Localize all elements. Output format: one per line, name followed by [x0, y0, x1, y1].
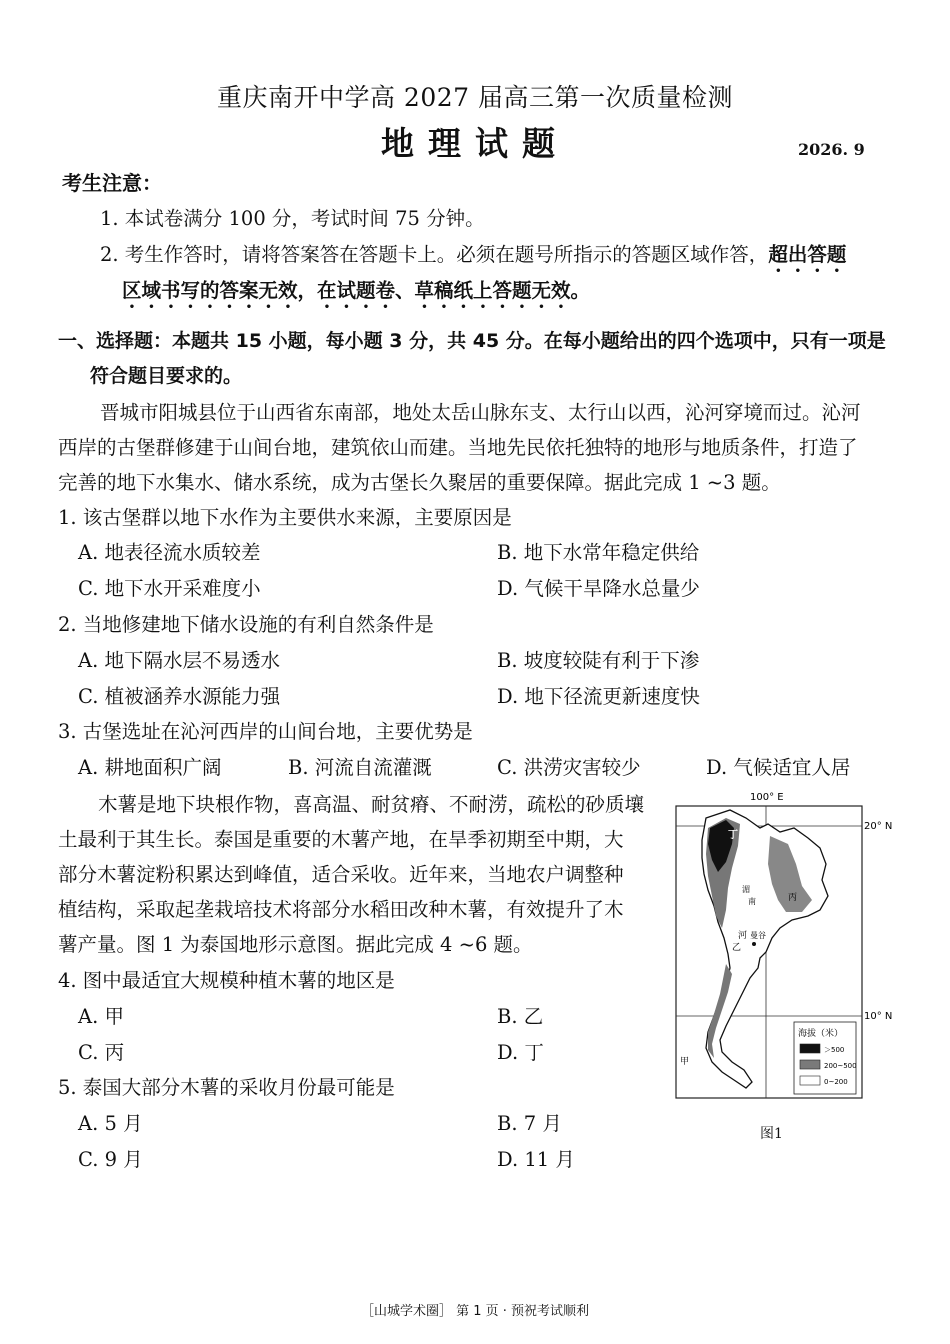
notice-item-2-continued: 区域书写的答案无效，在试题卷、草稿纸上答题无效。 — [122, 279, 591, 302]
question-2-option-a[interactable]: A. 地下隔水层不易透水 — [78, 649, 280, 672]
legend-label-high: ＞500 — [824, 1046, 845, 1054]
notice-item-1: 1. 本试卷满分 100 分，考试时间 75 分钟。 — [100, 207, 485, 230]
label-ding: 丁 — [728, 830, 738, 841]
notice-item-2-text: 2. 考生作答时，请将答案答在答题卡上。必须在题号所指示的答题区域作答， — [100, 243, 769, 266]
passage-1-line: 晋城市阳城县位于山西省东南部，地处太岳山脉东支、太行山以西，沁河穿境而过。沁河 — [100, 401, 861, 424]
section-heading: 一、选择题：本题共 15 小题，每小题 3 分，共 45 分。在每小题给出的四个选项中，只有一项是 — [58, 330, 886, 352]
label-bing: 丙 — [788, 893, 798, 903]
legend-swatch-low — [800, 1076, 820, 1085]
legend-swatch-mid — [800, 1060, 820, 1069]
question-2-option-b[interactable]: B. 坡度较陡有利于下渗 — [497, 649, 700, 672]
question-1-option-b[interactable]: B. 地下水常年稳定供给 — [497, 541, 700, 564]
question-4-stem: 4. 图中最适宜大规模种植木薯的地区是 — [58, 969, 395, 992]
legend-label-mid: 200~500 — [824, 1062, 857, 1070]
question-4-option-b[interactable]: B. 乙 — [497, 1005, 544, 1028]
label-river: 河 — [738, 931, 748, 941]
longitude-label: 100° E — [750, 792, 784, 803]
latitude-label-20: 20° N — [864, 821, 893, 832]
bangkok-dot-icon — [752, 942, 756, 946]
passage-1-line: 西岸的古堡群修建于山间台地，建筑依山而建。当地先民依托独特的地形与地质条件，打造了 — [58, 436, 858, 459]
figure-caption: 图1 — [760, 1126, 783, 1142]
passage-2-line: 部分木薯淀粉积累达到峰值，适合采收。近年来，当地农户调整种 — [58, 863, 624, 886]
question-2-option-d[interactable]: D. 地下径流更新速度快 — [497, 685, 700, 708]
notice-item-2 — [100, 242, 846, 277]
exam-subject-title: 地理试题 — [381, 124, 569, 163]
question-1-option-d[interactable]: D. 气候干旱降水总量少 — [497, 577, 700, 600]
legend-swatch-high — [800, 1044, 820, 1053]
label-jia: 甲 — [680, 1057, 690, 1067]
question-3-option-a[interactable]: A. 耕地面积广阔 — [78, 756, 222, 779]
passage-2-line: 植结构，采取起垄栽培技术将部分水稻田改种木薯，有效提升了木 — [58, 898, 624, 921]
label-mei: 湄 — [742, 885, 750, 894]
passage-2-line: 木薯是地下块根作物，喜高温、耐贫瘠、不耐涝，疏松的砂质壤 — [98, 793, 645, 816]
question-5-stem: 5. 泰国大部分木薯的采收月份最可能是 — [58, 1076, 395, 1099]
question-3-option-d[interactable]: D. 气候适宜人居 — [706, 756, 851, 779]
question-4-option-a[interactable]: A. 甲 — [78, 1005, 124, 1028]
question-3-stem: 3. 古堡选址在沁河西岸的山间台地，主要优势是 — [58, 720, 473, 743]
notice-heading: 考生注意： — [62, 171, 162, 195]
question-1-option-a[interactable]: A. 地表径流水质较差 — [78, 541, 261, 564]
exam-school-title: 重庆南开中学高 2027 届高三第一次质量检测 — [216, 83, 734, 112]
passage-2-line: 土最利于其生长。泰国是重要的木薯产地，在旱季初期至中期，大 — [58, 828, 624, 851]
passage-2-line: 薯产量。图 1 为泰国地形示意图。据此完成 4 ~6 题。 — [58, 933, 533, 956]
notice-item-2-emphasis: 超出答题 — [768, 243, 847, 266]
thailand-terrain-map — [668, 788, 898, 1118]
question-5-option-b[interactable]: B. 7 月 — [497, 1112, 562, 1135]
label-yi: 乙 — [732, 943, 742, 953]
question-2-stem: 2. 当地修建地下储水设施的有利自然条件是 — [58, 613, 434, 636]
legend-label-low: 0~200 — [824, 1078, 848, 1086]
passage-1-line: 完善的地下水集水、储水系统，成为古堡长久聚居的重要保障。据此完成 1 ~3 题。 — [58, 471, 781, 494]
exam-date: 2026. 9 — [798, 140, 865, 159]
question-3-option-c[interactable]: C. 洪涝灾害较少 — [497, 756, 641, 779]
question-1-stem: 1. 该古堡群以地下水作为主要供水来源，主要原因是 — [58, 506, 512, 529]
page-footer: ［山城学术圈］ 第 1 页 · 预祝考试顺利 — [360, 1304, 590, 1319]
question-5-option-a[interactable]: A. 5 月 — [78, 1112, 143, 1135]
label-bangkok: 曼谷 — [750, 931, 766, 940]
label-nan: 南 — [748, 897, 756, 906]
legend-title: 海拔（米） — [798, 1029, 844, 1039]
question-1-option-c[interactable]: C. 地下水开采难度小 — [78, 577, 261, 600]
question-5-option-c[interactable]: C. 9 月 — [78, 1148, 143, 1171]
question-4-option-d[interactable]: D. 丁 — [497, 1041, 544, 1064]
question-5-option-d[interactable]: D. 11 月 — [497, 1148, 575, 1171]
question-4-option-c[interactable]: C. 丙 — [78, 1041, 125, 1064]
section-heading-continued: 符合题目要求的。 — [90, 365, 243, 387]
question-2-option-c[interactable]: C. 植被涵养水源能力强 — [78, 685, 281, 708]
question-3-option-b[interactable]: B. 河流自流灌溉 — [288, 756, 432, 779]
latitude-label-10: 10° N — [864, 1011, 893, 1022]
